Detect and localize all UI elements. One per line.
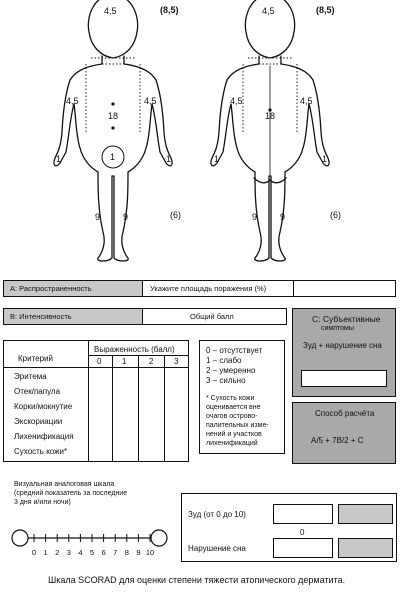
back-legs-paren: (6) xyxy=(330,210,341,220)
legend-note-5: лихенификаций xyxy=(206,440,258,447)
score-1: 1 xyxy=(122,357,127,366)
vas-tick-label: 10 xyxy=(145,548,155,557)
symptom-box xyxy=(181,493,397,562)
section-c-box xyxy=(292,308,396,397)
section-c-title-line1: C: Субъективные xyxy=(312,314,381,324)
col-criteria: Критерий xyxy=(18,354,53,363)
calc-formula: A/5 + 7B/2 + C xyxy=(311,436,364,445)
back-arm-right-value: 4,5 xyxy=(300,96,313,106)
legend-note-0: * Сухость кожи xyxy=(206,395,255,402)
vas-tick-label: 8 xyxy=(124,548,129,557)
back-head-value: 4,5 xyxy=(262,6,275,16)
legend-note-1: оценивается вне xyxy=(206,404,261,411)
intensity-table xyxy=(3,340,189,462)
vas-title-2: 3 дня и/или ночи) xyxy=(14,499,71,506)
sleep-shaded xyxy=(338,538,393,558)
front-trunk-value: 18 xyxy=(108,111,119,121)
calc-title: Способ расчёта xyxy=(315,409,375,418)
row-edema: Отек/папула xyxy=(14,387,61,396)
section-b-label: B: Интенсивность xyxy=(4,309,143,324)
itch-label: Зуд (от 0 до 10) xyxy=(188,510,246,519)
sleep-label: Нарушение сна xyxy=(188,544,246,553)
legend-2: 2 – умеренно xyxy=(206,366,256,375)
vas-title-1: (средний показатель за последние xyxy=(14,490,128,497)
section-a-label: A: Распространенность xyxy=(4,281,143,296)
section-c-formula: Зуд + нарушение сна xyxy=(303,341,382,350)
itch-value: 0 xyxy=(300,528,305,537)
vas-tick-label: 4 xyxy=(78,548,83,557)
front-arm-left-value: 4,5 xyxy=(66,96,79,106)
vas-tick-label: 7 xyxy=(113,548,118,557)
section-a-prompt: Укажите площадь поражения (%) xyxy=(144,281,294,296)
back-leg-left-value: 9 xyxy=(252,212,258,222)
vas-tick-label: 1 xyxy=(43,548,48,557)
section-a-input[interactable] xyxy=(295,281,395,296)
legend-box xyxy=(199,340,285,454)
section-b-bar xyxy=(3,308,287,325)
row-crusts: Корки/мокнутие xyxy=(14,402,73,411)
vas-tick-label: 2 xyxy=(55,548,60,557)
back-head-paren: (8,5) xyxy=(316,5,335,15)
vas-title-0: Визуальная аналоговая шкала xyxy=(14,481,115,488)
front-genital-value: 1 xyxy=(110,152,116,162)
legend-note-4: нений и участков xyxy=(206,431,262,438)
front-hand-left-value: 1 xyxy=(56,154,62,164)
body-figures xyxy=(0,0,403,270)
row-erythema: Эритема xyxy=(14,372,47,381)
vas-tick-label: 3 xyxy=(66,548,71,557)
front-legs-paren: (6) xyxy=(170,210,181,220)
back-hand-right-value: 1 xyxy=(322,154,328,164)
vas-tick-label: 0 xyxy=(31,548,37,557)
front-hand-right-value: 1 xyxy=(166,154,172,164)
legend-3: 3 – сильно xyxy=(206,376,246,385)
itch-shaded xyxy=(338,504,393,524)
back-arm-left-value: 4,5 xyxy=(230,96,243,106)
caption: Шкала SCORAD для оценки степени тяжести атопического дерматита. xyxy=(48,575,346,585)
front-head-value: 4,5 xyxy=(104,6,117,16)
front-figure xyxy=(54,0,172,261)
front-head-paren: (8,5) xyxy=(160,5,179,15)
back-hand-left-value: 1 xyxy=(214,154,220,164)
section-c-input[interactable] xyxy=(301,370,387,387)
front-leg-right-value: 9 xyxy=(123,212,129,222)
vas-tick-label: 9 xyxy=(136,548,141,557)
section-c-title-line2: симптомы xyxy=(321,325,354,332)
vas-tick-label: 6 xyxy=(101,548,106,557)
score-3: 3 xyxy=(174,357,179,366)
sleep-input[interactable] xyxy=(273,538,333,558)
row-lichenification: Лихенификация xyxy=(14,432,74,441)
section-a-bar xyxy=(3,280,396,297)
section-b-total: Общий балл xyxy=(190,312,234,321)
vas-tick-label: 5 xyxy=(89,548,95,557)
legend-0: 0 – отсутствует xyxy=(206,346,263,355)
legend-1: 1 – слабо xyxy=(206,356,242,365)
score-0: 0 xyxy=(97,357,102,366)
col-severity: Выраженность (балл) xyxy=(94,345,175,354)
row-dryness: Сухость кожи* xyxy=(14,447,68,456)
itch-input[interactable] xyxy=(273,504,333,524)
front-arm-right-value: 4,5 xyxy=(144,96,157,106)
back-leg-right-value: 9 xyxy=(280,212,286,222)
back-figure xyxy=(211,0,329,261)
row-excoriations: Экскориации xyxy=(14,417,63,426)
front-leg-left-value: 9 xyxy=(95,212,101,222)
legend-note-2: очагов острово- xyxy=(206,413,258,420)
score-2: 2 xyxy=(149,357,154,366)
vas-scale[interactable] xyxy=(0,525,170,560)
legend-note-3: палительных изме- xyxy=(206,422,269,429)
back-trunk-value: 18 xyxy=(265,111,276,121)
calc-box xyxy=(292,402,396,464)
